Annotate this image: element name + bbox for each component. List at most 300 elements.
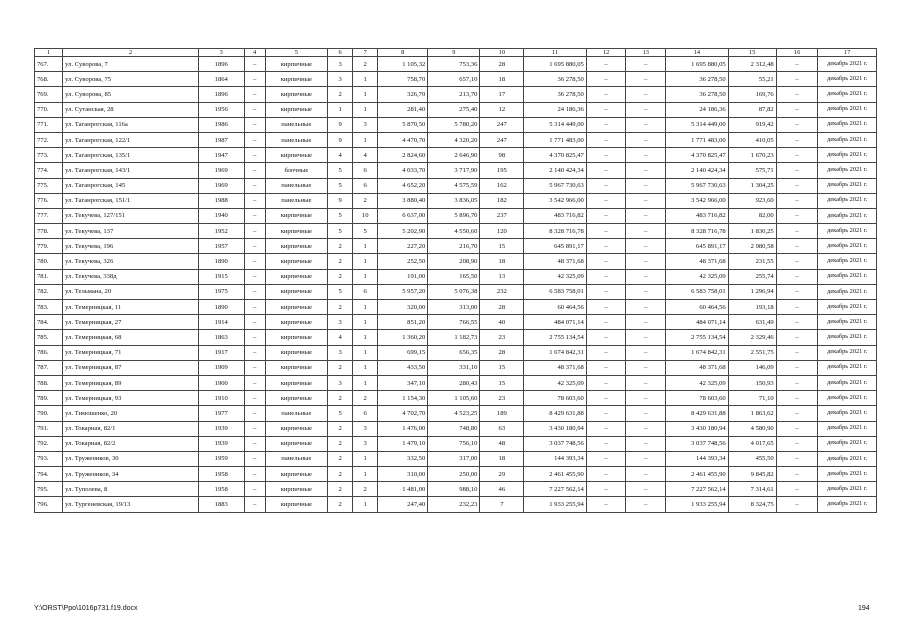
table-cell: ул. Текучева, 338д bbox=[63, 269, 199, 284]
table-cell: 2 329,46 bbox=[728, 330, 776, 345]
table-cell: 4 575,59 bbox=[428, 178, 480, 193]
table-cell: – bbox=[586, 406, 626, 421]
table-cell: 1 bbox=[353, 87, 378, 102]
table-row bbox=[35, 102, 877, 117]
table-cell: 216,70 bbox=[428, 239, 480, 254]
table-cell: 1 bbox=[353, 315, 378, 330]
table-cell: кирпичные bbox=[265, 360, 328, 375]
table-cell: кирпичные bbox=[265, 330, 328, 345]
table-cell: – bbox=[244, 57, 265, 72]
table-cell: 280,43 bbox=[428, 375, 480, 390]
table-cell: 788. bbox=[35, 375, 63, 390]
table-cell: ул. Темерницкая, 71 bbox=[63, 345, 199, 360]
table-cell: 1890 bbox=[198, 254, 244, 269]
table-cell: – bbox=[586, 391, 626, 406]
table-cell: 5 967 730,63 bbox=[524, 178, 587, 193]
table-cell: 6 583 758,01 bbox=[524, 284, 587, 299]
table-cell: – bbox=[776, 330, 818, 345]
table-cell: 24 186,36 bbox=[666, 102, 729, 117]
table-cell: 1 bbox=[353, 360, 378, 375]
table-cell: 48 371,68 bbox=[524, 254, 587, 269]
table-row bbox=[35, 421, 877, 436]
table-cell: – bbox=[776, 284, 818, 299]
table-cell: 753,36 bbox=[428, 57, 480, 72]
table-cell: 1 771 483,00 bbox=[524, 132, 587, 147]
table-cell: – bbox=[776, 57, 818, 72]
table-cell: 227,20 bbox=[378, 239, 428, 254]
table-cell: 1896 bbox=[198, 57, 244, 72]
table-cell: 5 780,20 bbox=[428, 117, 480, 132]
column-header: 16 bbox=[776, 49, 818, 57]
table-cell: 5 967 730,63 bbox=[666, 178, 729, 193]
table-cell: ул. Текучева, 127/151 bbox=[63, 208, 199, 223]
table-cell: 2 bbox=[328, 360, 353, 375]
table-cell: – bbox=[586, 102, 626, 117]
table-cell: декабрь 2021 г. bbox=[818, 406, 877, 421]
table-cell: 17 bbox=[480, 87, 524, 102]
table-row bbox=[35, 360, 877, 375]
table-cell: 1910 bbox=[198, 391, 244, 406]
table-cell: 255,74 bbox=[728, 269, 776, 284]
table-cell: панельные bbox=[265, 117, 328, 132]
table-cell: 6 637,00 bbox=[378, 208, 428, 223]
table-cell: 791. bbox=[35, 421, 63, 436]
table-cell: 1 bbox=[353, 497, 378, 512]
table-cell: 781. bbox=[35, 269, 63, 284]
table-cell: 23 bbox=[480, 391, 524, 406]
table-cell: 1958 bbox=[198, 482, 244, 497]
table-cell: 5 314 449,00 bbox=[666, 117, 729, 132]
table-cell: – bbox=[244, 284, 265, 299]
table-cell: – bbox=[626, 72, 666, 87]
table-cell: 3 bbox=[328, 345, 353, 360]
table-cell: ул. Темерницкая, 87 bbox=[63, 360, 199, 375]
table-cell: 782. bbox=[35, 284, 63, 299]
table-cell: 10 bbox=[353, 208, 378, 223]
table-cell: – bbox=[776, 178, 818, 193]
table-cell: 1 bbox=[353, 375, 378, 390]
table-cell: 787. bbox=[35, 360, 63, 375]
table-cell: 766,55 bbox=[428, 315, 480, 330]
table-cell: – bbox=[586, 315, 626, 330]
table-cell: – bbox=[244, 345, 265, 360]
table-cell: 162 bbox=[480, 178, 524, 193]
table-cell: 772. bbox=[35, 132, 63, 147]
table-cell: 98 bbox=[480, 148, 524, 163]
footer-page-number: 194 bbox=[858, 605, 870, 612]
table-cell: 795. bbox=[35, 482, 63, 497]
table-cell: ул. Текучева, 137 bbox=[63, 224, 199, 239]
table-cell: 851,20 bbox=[378, 315, 428, 330]
table-cell: ул. Токарная, 82/1 bbox=[63, 421, 199, 436]
table-cell: 24 186,36 bbox=[524, 102, 587, 117]
table-cell: – bbox=[776, 345, 818, 360]
table-cell: 3 717,90 bbox=[428, 163, 480, 178]
table-cell: 784. bbox=[35, 315, 63, 330]
table-row bbox=[35, 391, 877, 406]
table-cell: декабрь 2021 г. bbox=[818, 254, 877, 269]
table-cell: кирпичные bbox=[265, 239, 328, 254]
table-cell: – bbox=[626, 467, 666, 482]
table-cell: ул. Таганрогская, 122/1 bbox=[63, 132, 199, 147]
table-cell: – bbox=[776, 208, 818, 223]
table-row bbox=[35, 193, 877, 208]
table-cell: 2 755 134,54 bbox=[666, 330, 729, 345]
table-cell: 2 461 455,90 bbox=[524, 467, 587, 482]
table-cell: 774. bbox=[35, 163, 63, 178]
table-cell: 410,05 bbox=[728, 132, 776, 147]
column-header: 7 bbox=[353, 49, 378, 57]
table-cell: – bbox=[586, 467, 626, 482]
table-row bbox=[35, 284, 877, 299]
table-cell: 7 227 562,14 bbox=[666, 482, 729, 497]
table-cell: 780. bbox=[35, 254, 63, 269]
table-row bbox=[35, 451, 877, 466]
table-cell: 2 bbox=[328, 451, 353, 466]
table-cell: – bbox=[776, 224, 818, 239]
table-cell: 3 bbox=[353, 117, 378, 132]
table-cell: 2 bbox=[328, 87, 353, 102]
table-cell: 1940 bbox=[198, 208, 244, 223]
table-cell: – bbox=[244, 406, 265, 421]
table-cell: – bbox=[244, 451, 265, 466]
table-cell: кирпичные bbox=[265, 208, 328, 223]
table-cell: ул. Темерницкая, 68 bbox=[63, 330, 199, 345]
table-cell: ул. Токарная, 82/2 bbox=[63, 436, 199, 451]
table-row bbox=[35, 467, 877, 482]
table-cell: – bbox=[586, 254, 626, 269]
table-cell: 36 278,50 bbox=[524, 87, 587, 102]
table-cell: – bbox=[626, 239, 666, 254]
table-cell: 771. bbox=[35, 117, 63, 132]
table-cell: 645 891,17 bbox=[666, 239, 729, 254]
table-cell: 193,18 bbox=[728, 300, 776, 315]
table-cell: 1939 bbox=[198, 436, 244, 451]
table-row bbox=[35, 163, 877, 178]
table-cell: 778. bbox=[35, 224, 63, 239]
table-cell: – bbox=[626, 208, 666, 223]
table-cell: – bbox=[586, 375, 626, 390]
table-cell: кирпичные bbox=[265, 421, 328, 436]
table-cell: – bbox=[586, 482, 626, 497]
table-cell: 1 bbox=[353, 239, 378, 254]
table-cell: – bbox=[244, 178, 265, 193]
table-cell: 1 bbox=[353, 345, 378, 360]
table-cell: 169,76 bbox=[728, 87, 776, 102]
table-cell: – bbox=[586, 269, 626, 284]
table-cell: 13 bbox=[480, 269, 524, 284]
table-cell: 87,82 bbox=[728, 102, 776, 117]
table-cell: 8 429 631,88 bbox=[524, 406, 587, 421]
table-cell: ул. Темерницкая, 93 bbox=[63, 391, 199, 406]
table-cell: 4 370 825,47 bbox=[666, 148, 729, 163]
table-cell: – bbox=[626, 451, 666, 466]
table-cell: 3 430 180,94 bbox=[524, 421, 587, 436]
table-cell: 656,35 bbox=[428, 345, 480, 360]
table-cell: – bbox=[626, 406, 666, 421]
table-cell: 8 324,75 bbox=[728, 497, 776, 512]
table-cell: – bbox=[586, 117, 626, 132]
table-cell: 15 bbox=[480, 375, 524, 390]
registry-table bbox=[34, 48, 877, 513]
table-cell: – bbox=[244, 467, 265, 482]
table-cell: декабрь 2021 г. bbox=[818, 239, 877, 254]
table-cell: декабрь 2021 г. bbox=[818, 57, 877, 72]
table-cell: – bbox=[776, 436, 818, 451]
table-cell: 250,00 bbox=[428, 467, 480, 482]
table-cell: 1 476,00 bbox=[378, 421, 428, 436]
table-cell: 1 479,10 bbox=[378, 436, 428, 451]
table-cell: 36 278,50 bbox=[666, 72, 729, 87]
table-cell: ул. Таганрогская, 151/1 bbox=[63, 193, 199, 208]
table-cell: – bbox=[776, 193, 818, 208]
table-cell: 7 227 562,14 bbox=[524, 482, 587, 497]
table-cell: 2 461 455,90 bbox=[666, 467, 729, 482]
table-cell: 631,49 bbox=[728, 315, 776, 330]
table-cell: 2 551,75 bbox=[728, 345, 776, 360]
table-row bbox=[35, 57, 877, 72]
table-row bbox=[35, 330, 877, 345]
table-cell: декабрь 2021 г. bbox=[818, 391, 877, 406]
table-cell: 1 933 255,94 bbox=[524, 497, 587, 512]
table-cell: – bbox=[244, 72, 265, 87]
table-cell: 9 845,82 bbox=[728, 467, 776, 482]
table-cell: 195 bbox=[480, 163, 524, 178]
table-cell: ул. Таганрогская, 135/1 bbox=[63, 148, 199, 163]
table-cell: 1 304,25 bbox=[728, 178, 776, 193]
table-cell: декабрь 2021 г. bbox=[818, 482, 877, 497]
table-cell: – bbox=[776, 132, 818, 147]
table-cell: ул. Текучева, 196 bbox=[63, 239, 199, 254]
table-cell: 1 bbox=[353, 300, 378, 315]
table-cell: 55,21 bbox=[728, 72, 776, 87]
table-cell: 758,70 bbox=[378, 72, 428, 87]
table-row bbox=[35, 117, 877, 132]
table-cell: 1914 bbox=[198, 315, 244, 330]
table-cell: 1987 bbox=[198, 132, 244, 147]
table-cell: 785. bbox=[35, 330, 63, 345]
table-cell: 313,00 bbox=[428, 300, 480, 315]
table-cell: 120 bbox=[480, 224, 524, 239]
table-cell: панельные bbox=[265, 132, 328, 147]
table-cell: – bbox=[586, 436, 626, 451]
table-cell: – bbox=[626, 360, 666, 375]
table-cell: 42 325,09 bbox=[524, 269, 587, 284]
table-cell: 4 652,20 bbox=[378, 178, 428, 193]
table-row bbox=[35, 345, 877, 360]
table-cell: 82,00 bbox=[728, 208, 776, 223]
table-cell: 5 bbox=[328, 406, 353, 421]
table-cell: 484 071,14 bbox=[524, 315, 587, 330]
table-cell: 146,09 bbox=[728, 360, 776, 375]
table-cell: 231,55 bbox=[728, 254, 776, 269]
table-cell: 275,40 bbox=[428, 102, 480, 117]
table-cell: – bbox=[626, 178, 666, 193]
table-cell: кирпичные bbox=[265, 497, 328, 512]
table-cell: – bbox=[244, 148, 265, 163]
table-cell: 5 076,38 bbox=[428, 284, 480, 299]
table-cell: 4 550,60 bbox=[428, 224, 480, 239]
table-cell: 5 896,70 bbox=[428, 208, 480, 223]
table-cell: – bbox=[586, 300, 626, 315]
table-cell: 15 bbox=[480, 360, 524, 375]
table-cell: 790. bbox=[35, 406, 63, 421]
table-cell: 2 140 424,34 bbox=[666, 163, 729, 178]
table-cell: 1 674 842,31 bbox=[666, 345, 729, 360]
table-cell: кирпичные bbox=[265, 72, 328, 87]
table-cell: – bbox=[776, 406, 818, 421]
table-cell: 2 bbox=[328, 482, 353, 497]
table-cell: – bbox=[776, 482, 818, 497]
table-cell: декабрь 2021 г. bbox=[818, 467, 877, 482]
table-cell: – bbox=[244, 330, 265, 345]
table-cell: 5 870,50 bbox=[378, 117, 428, 132]
table-cell: – bbox=[244, 102, 265, 117]
table-cell: 1975 bbox=[198, 284, 244, 299]
table-cell: 756,10 bbox=[428, 436, 480, 451]
table-cell: 78 603,60 bbox=[666, 391, 729, 406]
table-cell: – bbox=[776, 117, 818, 132]
table-cell: – bbox=[626, 391, 666, 406]
table-cell: – bbox=[626, 482, 666, 497]
table-cell: 40 bbox=[480, 315, 524, 330]
table-row bbox=[35, 406, 877, 421]
table-cell: – bbox=[626, 284, 666, 299]
table-cell: 1 bbox=[328, 102, 353, 117]
table-row bbox=[35, 239, 877, 254]
table-cell: ул. Тружеников, 34 bbox=[63, 467, 199, 482]
table-cell: 36 278,50 bbox=[524, 72, 587, 87]
table-cell: 1 105,60 bbox=[428, 391, 480, 406]
table-cell: 42 325,09 bbox=[666, 269, 729, 284]
table-cell: 7 bbox=[480, 497, 524, 512]
table-cell: кирпичные bbox=[265, 102, 328, 117]
table-cell: 12 bbox=[480, 102, 524, 117]
table-cell: 1 bbox=[353, 467, 378, 482]
table-cell: 783. bbox=[35, 300, 63, 315]
table-cell: 1939 bbox=[198, 421, 244, 436]
table-cell: 46 bbox=[480, 482, 524, 497]
table-cell: 213,70 bbox=[428, 87, 480, 102]
table-cell: – bbox=[776, 497, 818, 512]
table-cell: 2 bbox=[328, 467, 353, 482]
table-cell: ул. Темерницкая, 27 bbox=[63, 315, 199, 330]
table-cell: 1 674 842,31 bbox=[524, 345, 587, 360]
table-cell: 4 bbox=[353, 148, 378, 163]
table-cell: ул. Тружеников, 30 bbox=[63, 451, 199, 466]
column-header: 4 bbox=[244, 49, 265, 57]
table-cell: 144 393,34 bbox=[666, 451, 729, 466]
table-cell: 1909 bbox=[198, 360, 244, 375]
table-cell: 4 370 825,47 bbox=[524, 148, 587, 163]
table-cell: 1958 bbox=[198, 467, 244, 482]
table-cell: 9 bbox=[328, 132, 353, 147]
table-cell: – bbox=[626, 436, 666, 451]
table-cell: 1 771 483,00 bbox=[666, 132, 729, 147]
table-cell: 5 bbox=[328, 224, 353, 239]
table-cell: 1915 bbox=[198, 269, 244, 284]
table-cell: – bbox=[626, 224, 666, 239]
table-cell: – bbox=[244, 224, 265, 239]
table-cell: декабрь 2021 г. bbox=[818, 208, 877, 223]
table-cell: 5 bbox=[328, 178, 353, 193]
table-cell: декабрь 2021 г. bbox=[818, 87, 877, 102]
table-cell: декабрь 2021 г. bbox=[818, 102, 877, 117]
table-cell: декабрь 2021 г. bbox=[818, 375, 877, 390]
table-cell: кирпичные bbox=[265, 482, 328, 497]
table-cell: 29 bbox=[480, 467, 524, 482]
column-header: 17 bbox=[818, 49, 877, 57]
table-cell: 768. bbox=[35, 72, 63, 87]
table-cell: 1969 bbox=[198, 163, 244, 178]
table-cell: – bbox=[776, 451, 818, 466]
table-cell: – bbox=[626, 315, 666, 330]
table-cell: – bbox=[776, 163, 818, 178]
table-cell: 15 bbox=[480, 239, 524, 254]
table-cell: 6 583 758,01 bbox=[666, 284, 729, 299]
table-cell: 2 bbox=[353, 193, 378, 208]
table-row bbox=[35, 300, 877, 315]
table-cell: декабрь 2021 г. bbox=[818, 269, 877, 284]
table-row bbox=[35, 375, 877, 390]
table-cell: 923,60 bbox=[728, 193, 776, 208]
column-header: 10 bbox=[480, 49, 524, 57]
table-cell: 1 bbox=[353, 269, 378, 284]
table-cell: ул. Суворова, 75 bbox=[63, 72, 199, 87]
table-cell: ул. Таганрогская, 143/1 bbox=[63, 163, 199, 178]
table-cell: 5 bbox=[328, 163, 353, 178]
table-cell: кирпичные bbox=[265, 224, 328, 239]
table-cell: 2 980,58 bbox=[728, 239, 776, 254]
table-cell: 2 bbox=[328, 254, 353, 269]
table-cell: 4 017,65 bbox=[728, 436, 776, 451]
table-cell: 1986 bbox=[198, 117, 244, 132]
table-cell: 281,40 bbox=[378, 102, 428, 117]
table-cell: 182 bbox=[480, 193, 524, 208]
column-header: 12 bbox=[586, 49, 626, 57]
table-cell: декабрь 2021 г. bbox=[818, 224, 877, 239]
table-cell: кирпичные bbox=[265, 345, 328, 360]
table-cell: 775. bbox=[35, 178, 63, 193]
table-cell: 150,93 bbox=[728, 375, 776, 390]
table-cell: 232 bbox=[480, 284, 524, 299]
table-cell: ул. Таганрогская, 145 bbox=[63, 178, 199, 193]
table-cell: 1 bbox=[353, 330, 378, 345]
table-cell: – bbox=[586, 178, 626, 193]
table-cell: – bbox=[586, 421, 626, 436]
table-cell: 7 314,61 bbox=[728, 482, 776, 497]
table-cell: 4 523,25 bbox=[428, 406, 480, 421]
table-cell: 2 646,90 bbox=[428, 148, 480, 163]
table-cell: 5 bbox=[353, 224, 378, 239]
table-cell: 48 bbox=[480, 436, 524, 451]
table-cell: декабрь 2021 г. bbox=[818, 72, 877, 87]
table-cell: – bbox=[586, 163, 626, 178]
column-header: 11 bbox=[524, 49, 587, 57]
table-cell: 1896 bbox=[198, 87, 244, 102]
table-cell: 48 371,68 bbox=[666, 254, 729, 269]
table-cell: декабрь 2021 г. bbox=[818, 345, 877, 360]
table-cell: 4 033,70 bbox=[378, 163, 428, 178]
table-cell: 5 bbox=[328, 208, 353, 223]
table-cell: 4 580,90 bbox=[728, 421, 776, 436]
table-cell: 3 430 180,94 bbox=[666, 421, 729, 436]
table-cell: – bbox=[626, 421, 666, 436]
table-cell: 5 314 449,00 bbox=[524, 117, 587, 132]
table-cell: 483 716,82 bbox=[524, 208, 587, 223]
table-cell: 4 702,70 bbox=[378, 406, 428, 421]
table-cell: – bbox=[586, 451, 626, 466]
